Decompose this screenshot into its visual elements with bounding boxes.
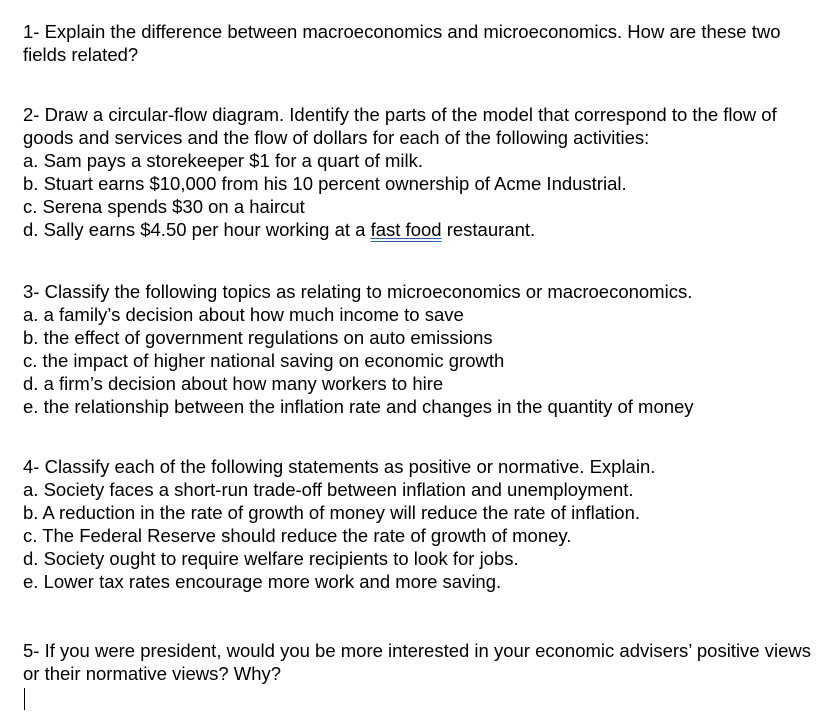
question-1-text: 1- Explain the difference between macroeconomics and microeconomics. How are these two fields related? — [23, 21, 781, 65]
question-3-text: 3- Classify the following topics as relating to microeconomics or macroeconomics. — [23, 281, 693, 302]
spellcheck-underlined-phrase[interactable]: fast food — [370, 219, 442, 240]
question-4-item-e: e. Lower tax rates encourage more work and more saving. — [23, 571, 502, 592]
question-2-item-a: a. Sam pays a storekeeper $1 for a quart of milk. — [23, 150, 423, 171]
item-d-suffix: restaurant. — [441, 219, 536, 240]
item-d-prefix: d. Sally earns $4.50 per hour working at a — [23, 219, 371, 240]
question-2-item-c: c. Serena spends $30 on a haircut — [23, 196, 305, 217]
question-2-text: 2- Draw a circular-flow diagram. Identify the parts of the model that correspond to the flow of goods and services and the flow of dollars for each of the following activities: — [23, 104, 777, 148]
question-3-item-d: d. a firm’s decision about how many workers to hire — [23, 373, 444, 394]
question-4-item-b: b. A reduction in the rate of growth of money will reduce the rate of inflation. — [23, 502, 641, 523]
document-body[interactable] — [23, 20, 813, 710]
question-4-item-d: d. Society ought to require welfare recipients to look for jobs. — [23, 548, 519, 569]
question-5-text: 5- If you were president, would you be more interested in your economic advisers’ positive views or their normative views? Why? — [23, 640, 811, 684]
question-2 — [23, 103, 813, 241]
text-cursor — [24, 688, 25, 710]
question-4-item-a: a. Society faces a short-run trade-off between inflation and unemployment. — [23, 479, 634, 500]
question-1 — [23, 20, 813, 66]
question-4-text: 4- Classify each of the following statements as positive or normative. Explain. — [23, 456, 656, 477]
question-5 — [23, 639, 813, 685]
question-3-item-a: a. a family’s decision about how much income to save — [23, 304, 464, 325]
question-3-item-e: e. the relationship between the inflation rate and changes in the quantity of money — [23, 396, 694, 417]
question-3-item-c: c. the impact of higher national saving on economic growth — [23, 350, 505, 371]
question-2-item-d — [23, 218, 813, 241]
question-4-item-c: c. The Federal Reserve should reduce the rate of growth of money. — [23, 525, 572, 546]
question-2-item-b: b. Stuart earns $10,000 from his 10 percent ownership of Acme Industrial. — [23, 173, 627, 194]
question-4 — [23, 455, 813, 593]
question-3 — [23, 280, 813, 418]
question-3-item-b: b. the effect of government regulations on auto emissions — [23, 327, 493, 348]
